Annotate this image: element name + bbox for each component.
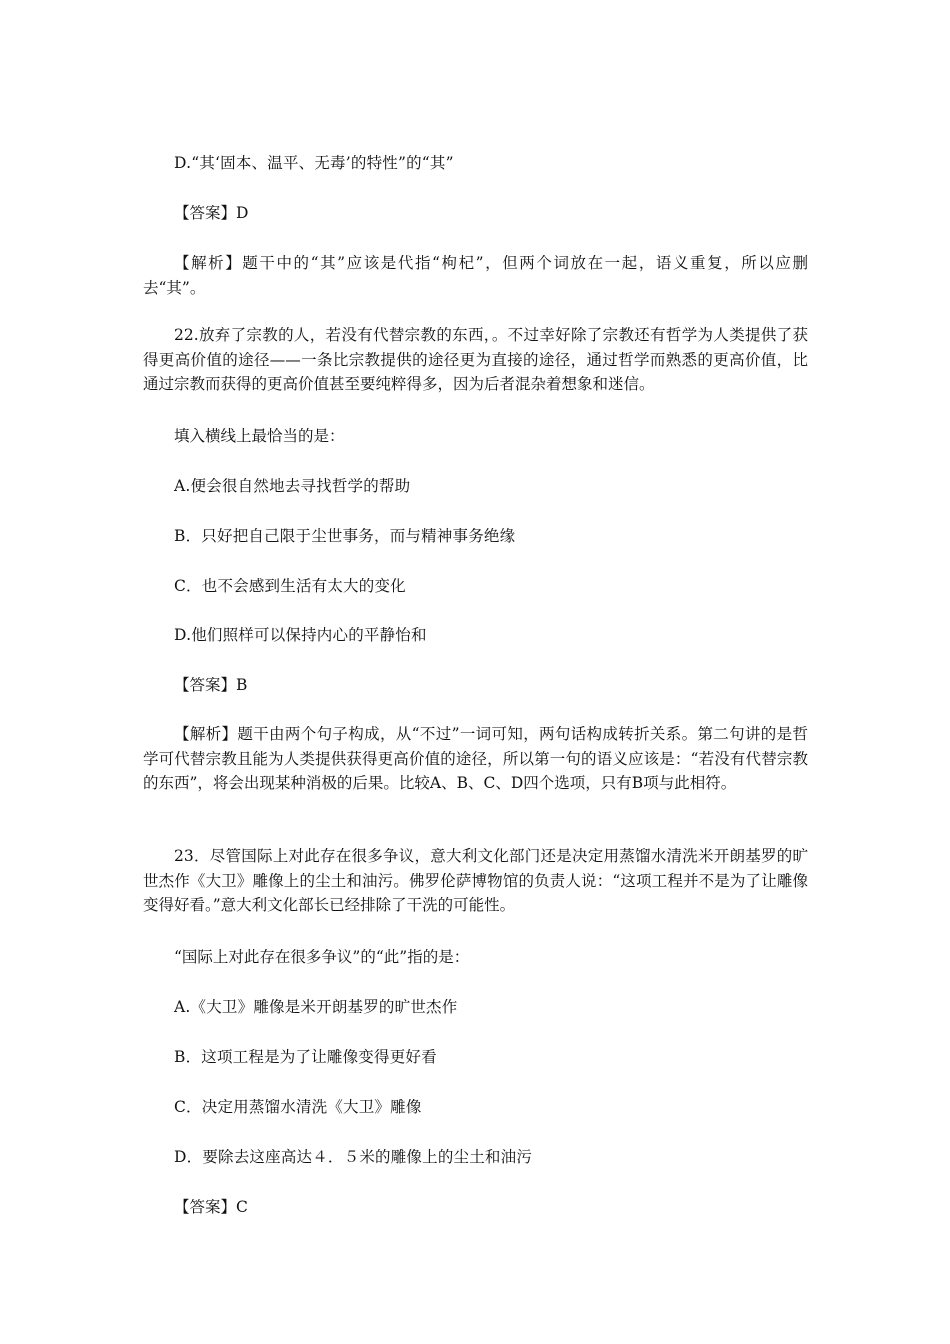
- q23-prompt: “国际上对此存在很多争议”的“此”指的是：: [174, 948, 470, 966]
- q23-option-c: C．决定用蒸馏水清洗《大卫》雕像: [174, 1098, 422, 1116]
- q21-option-d: D.“其‘固本、温平、无毒’的特性”的“其”: [174, 154, 454, 172]
- q22-answer: 【答案】B: [174, 676, 248, 694]
- q21-analysis: [143, 251, 808, 300]
- q23-option-a: A.《大卫》雕像是米开朗基罗的旷世杰作: [174, 998, 458, 1016]
- q22-analysis-text: 题干由两个句子构成，从“不过”一词可知，两句话构成转折关系。第二句讲的是哲学可代替宗教且能为人类提供获得更高价值的途径，所以第一句的语义应该是：“若没有代替宗教的东西”，将会出现某种消极的后果。比较A、B、C、D四个选项，只有B项与此相符。: [143, 725, 808, 792]
- q23-stem: 23．尽管国际上对此存在很多争议，意大利文化部门还是决定用蒸馏水清洗米开朗基罗的旷世杰作《大卫》雕像上的尘土和油污。佛罗伦萨博物馆的负责人说：“这项工程并不是为了让雕像变得好看。”意大利文化部长已经排除了干洗的可能性。: [143, 847, 808, 914]
- q22-option-c: C．也不会感到生活有太大的变化: [174, 577, 406, 595]
- q22-analysis-label: 【解析】: [174, 725, 238, 743]
- q23-answer: 【答案】C: [174, 1198, 248, 1216]
- q22-stem: 22.放弃了宗教的人，若没有代替宗教的东西，。不过幸好除了宗教还有哲学为人类提供了获得更高价值的途径——一条比宗教提供的途径更为直接的途径，通过哲学而熟悉的更高价值，比通过宗教而获得的更高价值甚至要纯粹得多，因为后者混杂着想象和迷信。: [143, 326, 808, 393]
- q21-answer: 【答案】D: [174, 204, 249, 222]
- q22-option-d: D.他们照样可以保持内心的平静怡和: [174, 626, 427, 644]
- q23-option-d: D．要除去这座高达４．５米的雕像上的尘土和油污: [174, 1148, 533, 1166]
- q22-option-a: A.便会很自然地去寻找哲学的帮助: [174, 477, 411, 495]
- q22-option-b: B．只好把自己限于尘世事务，而与精神事务绝缘: [174, 527, 516, 545]
- q22-prompt: 填入横线上最恰当的是：: [174, 427, 345, 445]
- q23-option-b: B．这项工程是为了让雕像变得更好看: [174, 1048, 437, 1066]
- q21-analysis-label: 【解析】: [174, 254, 243, 272]
- q22-analysis: [143, 722, 808, 796]
- q21-analysis-text: 题干中的“其”应该是代指“枸杞”，但两个词放在一起，语义重复，所以应删去“其”。: [143, 254, 808, 297]
